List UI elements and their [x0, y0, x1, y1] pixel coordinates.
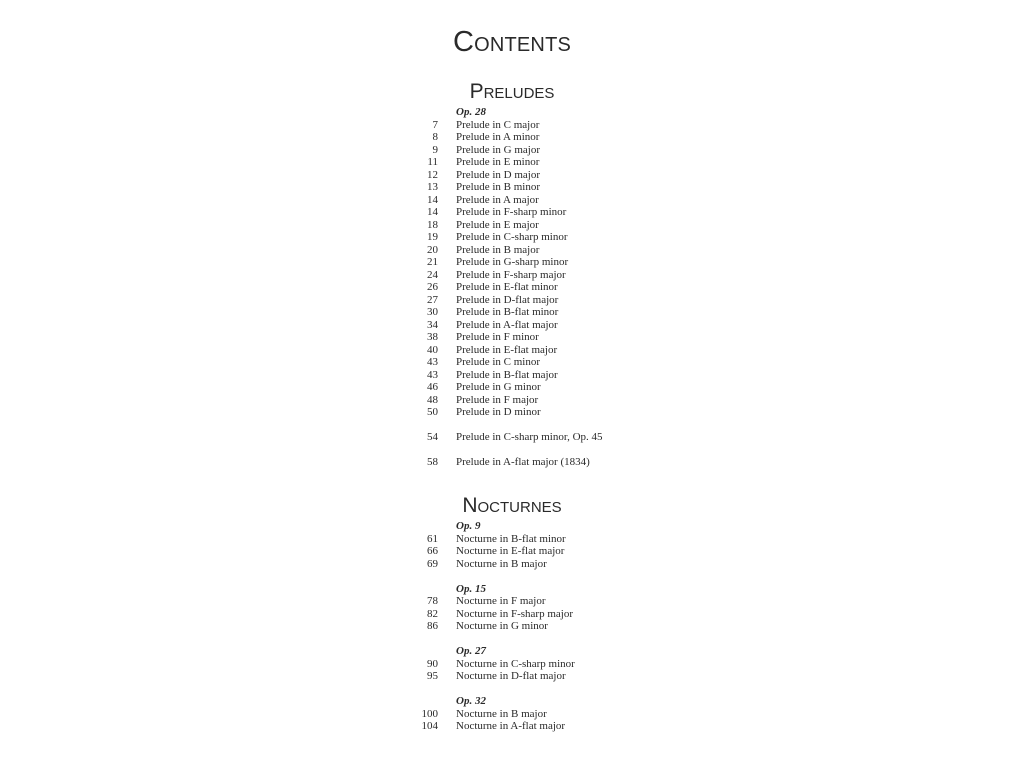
entry-title: Prelude in D minor — [456, 406, 541, 418]
toc-entry[interactable] — [0, 369, 1024, 382]
toc-entry[interactable] — [0, 456, 1024, 469]
page-number: 18 — [427, 218, 438, 231]
section-heading-nocturnes: Nocturnes — [462, 494, 562, 517]
page-number: 61 — [427, 532, 438, 545]
toc-entry[interactable] — [0, 144, 1024, 157]
entry-title: Prelude in A major — [456, 193, 539, 206]
entry-title: Prelude in F major — [456, 393, 539, 406]
toc-entry[interactable] — [0, 194, 1024, 207]
entry-title: Prelude in B major — [456, 243, 540, 256]
toc-entry[interactable] — [0, 344, 1024, 357]
preludes-list — [0, 106, 1024, 469]
toc-entry[interactable] — [0, 406, 1024, 419]
page-number: 86 — [427, 620, 438, 632]
page-number: 9 — [432, 143, 438, 156]
page-number: 14 — [427, 193, 438, 206]
page-number: 34 — [427, 318, 438, 331]
entry-title: Nocturne in G minor — [456, 620, 548, 632]
page-number: 54 — [427, 431, 438, 443]
opus-label — [0, 645, 1024, 658]
entry-title: Nocturne in B major — [456, 707, 547, 720]
page-number: 58 — [427, 456, 438, 468]
opus-label-text: Op. 15 — [456, 582, 486, 595]
entry-title: Nocturne in C-sharp minor — [456, 657, 575, 670]
toc-entry[interactable] — [0, 206, 1024, 219]
toc-entry[interactable] — [0, 244, 1024, 257]
toc-entry[interactable] — [0, 545, 1024, 558]
entry-title: Prelude in A-flat major — [456, 318, 558, 331]
toc-entry[interactable] — [0, 620, 1024, 633]
page-number: 104 — [421, 720, 438, 732]
entry-title: Prelude in G major — [456, 143, 541, 156]
page-number: 43 — [427, 368, 438, 381]
page-number: 69 — [427, 557, 438, 570]
toc-entry[interactable] — [0, 119, 1024, 132]
entry-title: Prelude in F-sharp minor — [456, 206, 567, 218]
entry-title: Prelude in E major — [456, 218, 539, 231]
opus-label — [0, 695, 1024, 708]
opus-label-text: Op. 28 — [456, 106, 486, 118]
entry-title: Prelude in F minor — [456, 331, 539, 343]
toc-entry[interactable] — [0, 595, 1024, 608]
entry-title: Nocturne in F major — [456, 595, 546, 607]
entry-title: Prelude in C minor — [456, 356, 541, 368]
entry-title: Prelude in B minor — [456, 181, 541, 193]
toc-entry[interactable] — [0, 558, 1024, 571]
page-title: Contents — [452, 26, 572, 58]
entry-title: Prelude in B-flat minor — [456, 306, 559, 318]
toc-entry[interactable] — [0, 294, 1024, 307]
page-number: 14 — [427, 206, 438, 218]
page-number: 78 — [427, 595, 438, 607]
entry-title: Prelude in A-flat major (1834) — [456, 456, 590, 468]
page-number: 100 — [421, 707, 438, 720]
page-number: 7 — [432, 118, 438, 131]
page-number: 13 — [427, 181, 438, 193]
page-number: 38 — [427, 331, 438, 343]
entry-title: Prelude in D-flat major — [456, 293, 559, 306]
page-number: 26 — [427, 281, 438, 293]
entry-title: Prelude in B-flat major — [456, 368, 558, 381]
toc-entry[interactable] — [0, 131, 1024, 144]
page-number: 66 — [427, 545, 438, 557]
page-number: 48 — [427, 393, 438, 406]
toc-entry[interactable] — [0, 394, 1024, 407]
page-number: 20 — [427, 243, 438, 256]
entry-title: Prelude in C-sharp minor — [456, 231, 568, 243]
page-number: 82 — [427, 607, 438, 620]
entry-title: Prelude in C major — [456, 118, 540, 131]
toc-entry[interactable] — [0, 156, 1024, 169]
entry-title: Nocturne in A-flat major — [456, 720, 566, 732]
entry-title: Prelude in E-flat major — [456, 343, 558, 356]
toc-entry[interactable] — [0, 708, 1024, 721]
toc-entry[interactable] — [0, 219, 1024, 232]
page-number: 43 — [427, 356, 438, 368]
page-number: 30 — [427, 306, 438, 318]
entry-title: Nocturne in B-flat minor — [456, 532, 566, 545]
toc-entry[interactable] — [0, 381, 1024, 394]
entry-title: Nocturne in E-flat major — [456, 545, 565, 557]
toc-entry[interactable] — [0, 670, 1024, 683]
opus-label-text: Op. 27 — [456, 645, 486, 657]
page-number: 27 — [427, 293, 438, 306]
page-number: 8 — [432, 131, 438, 143]
toc-entry[interactable] — [0, 181, 1024, 194]
toc-entry[interactable] — [0, 720, 1024, 733]
toc-entry[interactable] — [0, 533, 1024, 546]
entry-title: Prelude in G minor — [456, 381, 541, 393]
page-number: 50 — [427, 406, 438, 418]
entry-title: Nocturne in D-flat major — [456, 670, 566, 682]
toc-entry[interactable] — [0, 608, 1024, 621]
toc-entry[interactable] — [0, 169, 1024, 182]
page-number: 46 — [427, 381, 438, 393]
page-number: 95 — [427, 670, 438, 682]
entry-title: Prelude in G-sharp minor — [456, 256, 569, 268]
toc-entry[interactable] — [0, 356, 1024, 369]
toc-entry[interactable] — [0, 306, 1024, 319]
page-number: 12 — [427, 168, 438, 181]
toc-entry[interactable] — [0, 231, 1024, 244]
toc-entry[interactable] — [0, 431, 1024, 444]
opus-label-text: Op. 32 — [456, 695, 486, 707]
entry-title: Prelude in D major — [456, 168, 541, 181]
toc-entry[interactable] — [0, 281, 1024, 294]
page-number: 90 — [427, 657, 438, 670]
entry-title: Prelude in E minor — [456, 156, 540, 168]
page-number: 21 — [427, 256, 438, 268]
entry-title: Prelude in E-flat minor — [456, 281, 558, 293]
page-number: 11 — [427, 156, 438, 168]
toc-entry[interactable] — [0, 331, 1024, 344]
page-number: 24 — [427, 268, 438, 281]
toc-entry[interactable] — [0, 319, 1024, 332]
nocturnes-list — [0, 520, 1024, 733]
entry-title: Nocturne in B major — [456, 557, 547, 570]
toc-entry[interactable] — [0, 256, 1024, 269]
entry-title: Prelude in A minor — [456, 131, 540, 143]
opus-label — [0, 520, 1024, 533]
entry-title: Prelude in C-sharp minor, Op. 45 — [456, 431, 603, 443]
entry-title: Nocturne in F-sharp major — [456, 607, 573, 620]
opus-label-text: Op. 9 — [456, 520, 481, 532]
toc-entry[interactable] — [0, 269, 1024, 282]
opus-label — [0, 106, 1024, 119]
opus-label — [0, 583, 1024, 596]
entry-title: Prelude in F-sharp major — [456, 268, 566, 281]
page-number: 19 — [427, 231, 438, 243]
section-heading-preludes: Preludes — [469, 80, 555, 103]
toc-entry[interactable] — [0, 658, 1024, 671]
page-number: 40 — [427, 343, 438, 356]
